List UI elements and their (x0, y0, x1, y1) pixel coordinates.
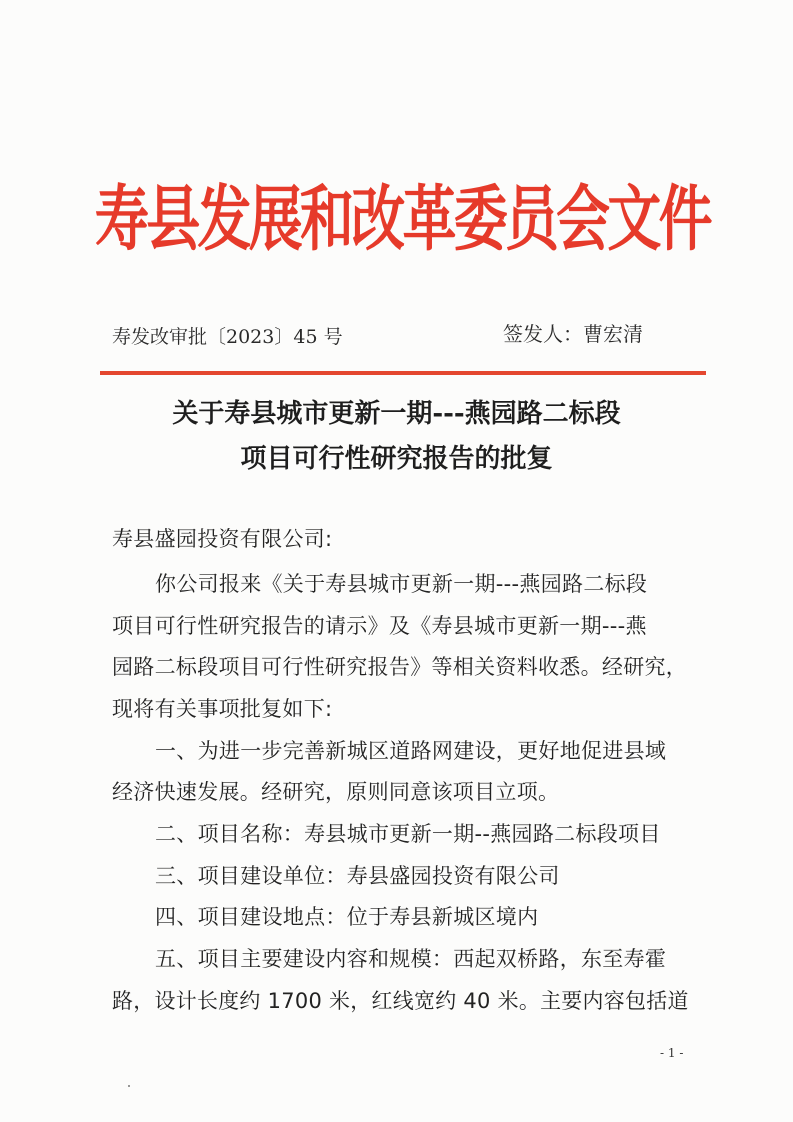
body-line: 你公司报来《关于寿县城市更新一期---燕园路二标段 (155, 572, 648, 596)
masthead-title: 寿县发展和改革委员会文件 (95, 178, 710, 262)
body-line: 园路二标段项目可行性研究报告》等相关资料收悉。经研究， (112, 655, 688, 679)
addressee: 寿县盛园投资有限公司: (112, 527, 333, 551)
body-line: 一、为进一步完善新城区道路网建设，更好地促进县域 (155, 739, 667, 763)
body-line: 项目可行性研究报告的请示》及《寿县城市更新一期---燕 (112, 614, 647, 638)
body-line: 四、项目建设地点：位于寿县新城区境内 (155, 905, 539, 929)
signer: 签发人：曹宏清 (503, 322, 643, 346)
page-number: - 1 - (660, 1046, 684, 1060)
body-line: 二、项目名称：寿县城市更新一期--燕园路二标段项目 (155, 822, 661, 846)
document-title-line-2: 项目可行性研究报告的批复 (240, 444, 553, 474)
document-title-line-1: 关于寿县城市更新一期---燕园路二标段 (172, 399, 621, 429)
body-line: 现将有关事项批复如下: (112, 697, 333, 721)
body-line: 五、项目主要建设内容和规模：西起双桥路，东至寿霍 (155, 947, 667, 971)
body-line: 三、项目建设单位：寿县盛园投资有限公司 (155, 864, 560, 888)
red-divider (100, 371, 706, 375)
document-number: 寿发改审批〔2023〕45 号 (112, 326, 343, 348)
scan-speck (128, 1085, 130, 1087)
body-line: 经济快速发展。经研究，原则同意该项目立项。 (112, 780, 560, 804)
body-line: 路，设计长度约 1700 米，红线宽约 40 米。主要内容包括道 (112, 989, 689, 1013)
